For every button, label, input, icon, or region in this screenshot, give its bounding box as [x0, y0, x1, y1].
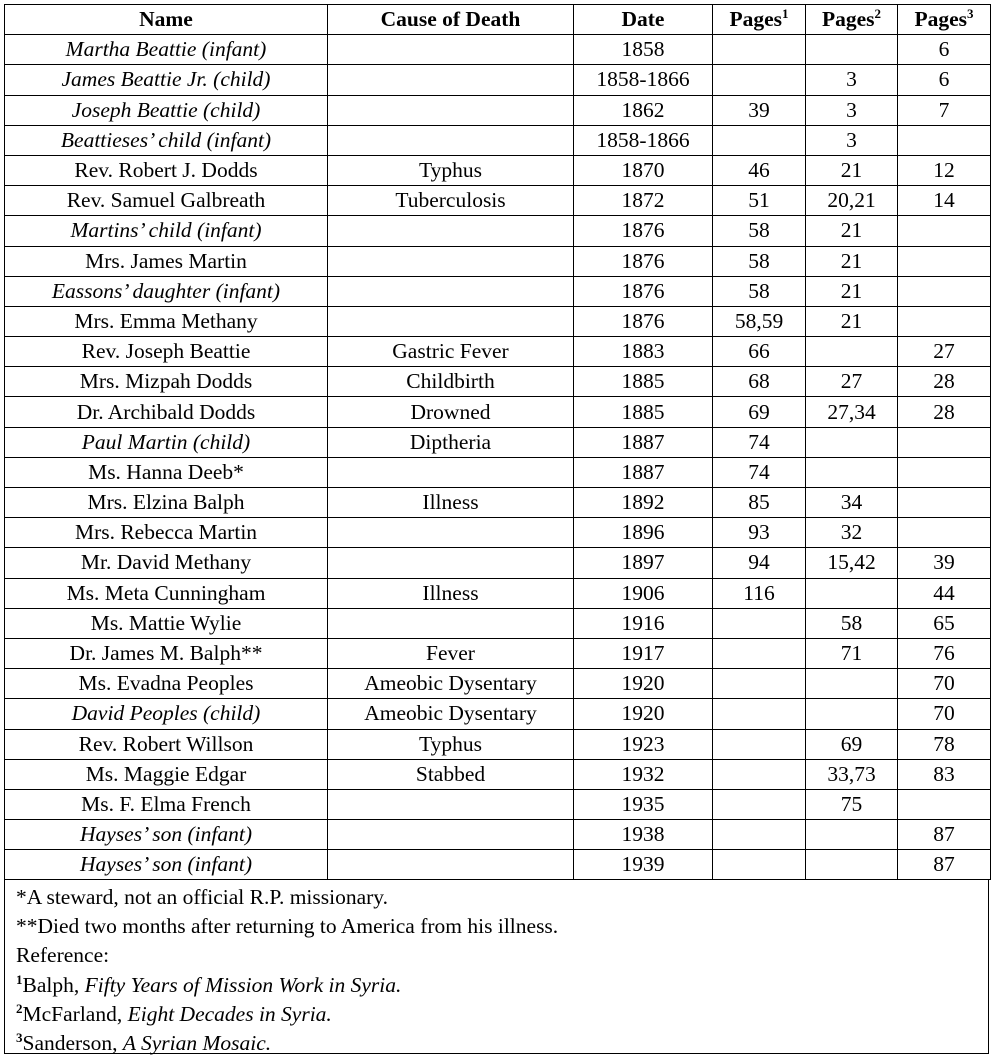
- cell-date: 1917: [574, 638, 713, 668]
- cell-name: Eassons’ daughter (infant): [5, 276, 328, 306]
- cell-pages-2: 34: [806, 488, 898, 518]
- reference-3-author: Sanderson,: [22, 1031, 123, 1056]
- cell-pages-2: 71: [806, 638, 898, 668]
- cell-name: Mr. David Methany: [5, 548, 328, 578]
- cell-date: 1885: [574, 367, 713, 397]
- cell-cause-of-death: Stabbed: [328, 759, 574, 789]
- cell-name: David Peoples (child): [5, 699, 328, 729]
- table-row: [5, 850, 991, 880]
- cell-pages-1: 58: [713, 276, 806, 306]
- cell-date: 1932: [574, 759, 713, 789]
- cell-pages-3: 39: [898, 548, 991, 578]
- cell-pages-3: 70: [898, 669, 991, 699]
- cell-name: Mrs. Rebecca Martin: [5, 518, 328, 548]
- cell-pages-2: 75: [806, 789, 898, 819]
- footnote-steward: *A steward, not an official R.P. missionary.: [16, 885, 389, 909]
- cell-name: Ms. Meta Cunningham: [5, 578, 328, 608]
- cell-pages-3: 78: [898, 729, 991, 759]
- cell-name: Hayses’ son (infant): [5, 850, 328, 880]
- reference-1-sup: 1: [16, 971, 23, 987]
- reference-2-sup: 2: [16, 1000, 23, 1016]
- header-cause-of-death: Cause of Death: [328, 5, 574, 35]
- cell-pages-2: [806, 457, 898, 487]
- cell-pages-1: 51: [713, 186, 806, 216]
- cell-date: 1887: [574, 457, 713, 487]
- cell-pages-1: [713, 820, 806, 850]
- cell-pages-1: 94: [713, 548, 806, 578]
- table-row: [5, 427, 991, 457]
- cell-date: 1883: [574, 337, 713, 367]
- cell-pages-3: 14: [898, 186, 991, 216]
- cell-date: 1916: [574, 608, 713, 638]
- cell-cause-of-death: Fever: [328, 638, 574, 668]
- cell-pages-2: 21: [806, 246, 898, 276]
- cell-name: Ms. Mattie Wylie: [5, 608, 328, 638]
- cell-cause-of-death: Ameobic Dysentary: [328, 669, 574, 699]
- cell-pages-3: [898, 427, 991, 457]
- table-row: [5, 276, 991, 306]
- cell-date: 1876: [574, 216, 713, 246]
- cell-pages-2: 3: [806, 125, 898, 155]
- cell-pages-1: 58,59: [713, 306, 806, 336]
- header-date: Date: [574, 5, 713, 35]
- cell-pages-2: [806, 337, 898, 367]
- table-row: [5, 789, 991, 819]
- table-row: [5, 367, 991, 397]
- reference-3-title: A Syrian Mosaic.: [122, 1031, 272, 1056]
- reference-3-sup: 3: [16, 1030, 23, 1046]
- cell-name: Ms. F. Elma French: [5, 789, 328, 819]
- cell-pages-2: [806, 669, 898, 699]
- cell-pages-1: 66: [713, 337, 806, 367]
- cell-pages-3: 27: [898, 337, 991, 367]
- cell-cause-of-death: [328, 216, 574, 246]
- cell-pages-1: [713, 789, 806, 819]
- table-row: [5, 488, 991, 518]
- cell-name: Rev. Joseph Beattie: [5, 337, 328, 367]
- cell-pages-1: 58: [713, 246, 806, 276]
- cell-name: Ms. Maggie Edgar: [5, 759, 328, 789]
- header-pages-2: [806, 5, 898, 35]
- cell-date: 1935: [574, 789, 713, 819]
- table-row: [5, 65, 991, 95]
- cell-cause-of-death: [328, 608, 574, 638]
- cell-date: 1892: [574, 488, 713, 518]
- cell-pages-2: 20,21: [806, 186, 898, 216]
- cell-cause-of-death: [328, 276, 574, 306]
- cell-date: 1887: [574, 427, 713, 457]
- cell-name: Rev. Robert Willson: [5, 729, 328, 759]
- reference-2-author: McFarland,: [22, 1001, 128, 1026]
- cell-cause-of-death: [328, 95, 574, 125]
- header-pages-3-sup: 3: [967, 6, 974, 22]
- cell-pages-2: [806, 35, 898, 65]
- cell-cause-of-death: [328, 246, 574, 276]
- table-row: [5, 699, 991, 729]
- cell-pages-3: 65: [898, 608, 991, 638]
- reference-2-title: Eight Decades in Syria.: [127, 1001, 332, 1026]
- reference-label: Reference:: [16, 943, 110, 968]
- cell-pages-3: 83: [898, 759, 991, 789]
- table-row: [5, 125, 991, 155]
- table-row: [5, 669, 991, 699]
- cell-date: 1920: [574, 669, 713, 699]
- cell-cause-of-death: Diptheria: [328, 427, 574, 457]
- cell-cause-of-death: [328, 125, 574, 155]
- table-row: [5, 306, 991, 336]
- cell-date: 1906: [574, 578, 713, 608]
- cell-pages-1: 69: [713, 397, 806, 427]
- header-pages-2-sup: 2: [874, 6, 882, 22]
- reference-3: [16, 1029, 988, 1058]
- cell-pages-3: 87: [898, 850, 991, 880]
- cell-cause-of-death: [328, 820, 574, 850]
- cell-date: 1876: [574, 276, 713, 306]
- cell-date: 1938: [574, 820, 713, 850]
- cell-pages-2: [806, 699, 898, 729]
- cell-cause-of-death: [328, 306, 574, 336]
- cell-cause-of-death: [328, 548, 574, 578]
- cell-cause-of-death: Typhus: [328, 155, 574, 185]
- cell-date: 1876: [574, 246, 713, 276]
- header-pages-1: [713, 5, 806, 35]
- footnote-balph: **Died two months after returning to America from his illness.: [16, 914, 559, 939]
- reference-1: [16, 971, 988, 1000]
- cell-pages-3: 12: [898, 155, 991, 185]
- cell-pages-3: 70: [898, 699, 991, 729]
- cell-date: 1862: [574, 95, 713, 125]
- cell-date: 1896: [574, 518, 713, 548]
- cell-pages-2: [806, 427, 898, 457]
- table-row: [5, 578, 991, 608]
- cell-cause-of-death: Tuberculosis: [328, 186, 574, 216]
- cell-name: Paul Martin (child): [5, 427, 328, 457]
- cell-pages-2: [806, 850, 898, 880]
- cell-name: Mrs. Emma Methany: [5, 306, 328, 336]
- cell-cause-of-death: Ameobic Dysentary: [328, 699, 574, 729]
- table-row: [5, 729, 991, 759]
- header-pages-1-label: Pages: [729, 7, 783, 32]
- cell-name: Joseph Beattie (child): [5, 95, 328, 125]
- cell-pages-1: [713, 608, 806, 638]
- cell-pages-1: [713, 65, 806, 95]
- cell-pages-2: [806, 820, 898, 850]
- cell-name: Rev. Robert J. Dodds: [5, 155, 328, 185]
- cell-pages-3: 6: [898, 65, 991, 95]
- cell-pages-2: 21: [806, 306, 898, 336]
- cell-pages-2: 21: [806, 276, 898, 306]
- cell-pages-3: [898, 306, 991, 336]
- table-row: [5, 608, 991, 638]
- cell-pages-3: [898, 457, 991, 487]
- cell-date: 1876: [574, 306, 713, 336]
- cell-cause-of-death: Gastric Fever: [328, 337, 574, 367]
- cell-cause-of-death: [328, 65, 574, 95]
- cell-pages-1: 58: [713, 216, 806, 246]
- cell-name: Rev. Samuel Galbreath: [5, 186, 328, 216]
- header-name: Name: [5, 5, 328, 35]
- cell-date: 1920: [574, 699, 713, 729]
- cell-pages-2: 27: [806, 367, 898, 397]
- table-row: [5, 155, 991, 185]
- header-pages-2-label: Pages: [821, 7, 875, 32]
- table-body: [5, 35, 991, 880]
- cell-pages-1: [713, 759, 806, 789]
- cell-pages-3: 28: [898, 367, 991, 397]
- header-pages-3: [898, 5, 991, 35]
- cell-pages-1: [713, 850, 806, 880]
- cell-pages-3: 76: [898, 638, 991, 668]
- header-row: [5, 5, 991, 35]
- cell-name: James Beattie Jr. (child): [5, 65, 328, 95]
- cell-pages-1: 39: [713, 95, 806, 125]
- cell-pages-3: 6: [898, 35, 991, 65]
- cell-pages-3: [898, 276, 991, 306]
- cell-cause-of-death: [328, 850, 574, 880]
- cell-date: 1858-1866: [574, 125, 713, 155]
- table-row: [5, 397, 991, 427]
- cell-name: Ms. Hanna Deeb*: [5, 457, 328, 487]
- cell-cause-of-death: Typhus: [328, 729, 574, 759]
- cell-cause-of-death: [328, 457, 574, 487]
- reference-1-title: Fifty Years of Mission Work in Syria.: [84, 972, 402, 997]
- cell-name: Mrs. Elzina Balph: [5, 488, 328, 518]
- cell-date: 1872: [574, 186, 713, 216]
- cell-pages-3: [898, 488, 991, 518]
- cell-pages-3: 44: [898, 578, 991, 608]
- cell-name: Beattieses’ child (infant): [5, 125, 328, 155]
- cell-pages-1: 74: [713, 457, 806, 487]
- cell-date: 1858-1866: [574, 65, 713, 95]
- cell-cause-of-death: [328, 518, 574, 548]
- cell-name: Martins’ child (infant): [5, 216, 328, 246]
- reference-2: [16, 1000, 988, 1029]
- header-pages-3-label: Pages: [914, 7, 968, 32]
- cell-pages-1: 93: [713, 518, 806, 548]
- table-row: [5, 186, 991, 216]
- cell-pages-1: 46: [713, 155, 806, 185]
- cell-pages-2: 15,42: [806, 548, 898, 578]
- table-row: [5, 548, 991, 578]
- cell-name: Ms. Evadna Peoples: [5, 669, 328, 699]
- cell-pages-2: 27,34: [806, 397, 898, 427]
- table-row: [5, 95, 991, 125]
- cell-pages-1: [713, 638, 806, 668]
- cell-pages-2: 32: [806, 518, 898, 548]
- cell-cause-of-death: [328, 35, 574, 65]
- cell-pages-3: [898, 125, 991, 155]
- cell-pages-3: [898, 216, 991, 246]
- reference-1-author: Balph,: [22, 972, 85, 997]
- cell-pages-1: 85: [713, 488, 806, 518]
- cell-pages-3: [898, 789, 991, 819]
- table-row: [5, 216, 991, 246]
- cell-pages-2: 3: [806, 65, 898, 95]
- cell-pages-1: [713, 699, 806, 729]
- cell-pages-1: [713, 669, 806, 699]
- cell-date: 1858: [574, 35, 713, 65]
- footnotes-box: [4, 879, 989, 1054]
- cell-pages-3: [898, 518, 991, 548]
- cell-cause-of-death: Illness: [328, 488, 574, 518]
- cell-pages-2: 33,73: [806, 759, 898, 789]
- table-row: [5, 246, 991, 276]
- cell-name: Martha Beattie (infant): [5, 35, 328, 65]
- cell-pages-1: [713, 35, 806, 65]
- table-row: [5, 759, 991, 789]
- cell-pages-1: [713, 729, 806, 759]
- table-row: [5, 518, 991, 548]
- missionary-deaths-table: [4, 4, 991, 880]
- cell-pages-2: 21: [806, 216, 898, 246]
- cell-pages-2: 69: [806, 729, 898, 759]
- table-row: [5, 820, 991, 850]
- cell-pages-1: 68: [713, 367, 806, 397]
- cell-cause-of-death: Childbirth: [328, 367, 574, 397]
- cell-name: Hayses’ son (infant): [5, 820, 328, 850]
- cell-date: 1939: [574, 850, 713, 880]
- cell-pages-3: 87: [898, 820, 991, 850]
- cell-pages-1: [713, 125, 806, 155]
- cell-cause-of-death: Illness: [328, 578, 574, 608]
- cell-date: 1897: [574, 548, 713, 578]
- table-row: [5, 35, 991, 65]
- cell-name: Mrs. James Martin: [5, 246, 328, 276]
- cell-pages-1: 74: [713, 427, 806, 457]
- table-row: [5, 638, 991, 668]
- cell-date: 1870: [574, 155, 713, 185]
- cell-cause-of-death: [328, 789, 574, 819]
- cell-pages-2: 58: [806, 608, 898, 638]
- header-pages-1-sup: 1: [782, 6, 789, 22]
- cell-name: Dr. James M. Balph**: [5, 638, 328, 668]
- cell-pages-3: 28: [898, 397, 991, 427]
- cell-pages-2: [806, 578, 898, 608]
- cell-pages-2: 21: [806, 155, 898, 185]
- cell-pages-3: [898, 246, 991, 276]
- table-row: [5, 337, 991, 367]
- cell-date: 1923: [574, 729, 713, 759]
- cell-pages-2: 3: [806, 95, 898, 125]
- cell-name: Mrs. Mizpah Dodds: [5, 367, 328, 397]
- table-row: [5, 457, 991, 487]
- cell-cause-of-death: Drowned: [328, 397, 574, 427]
- cell-name: Dr. Archibald Dodds: [5, 397, 328, 427]
- cell-pages-1: 116: [713, 578, 806, 608]
- cell-date: 1885: [574, 397, 713, 427]
- cell-pages-3: 7: [898, 95, 991, 125]
